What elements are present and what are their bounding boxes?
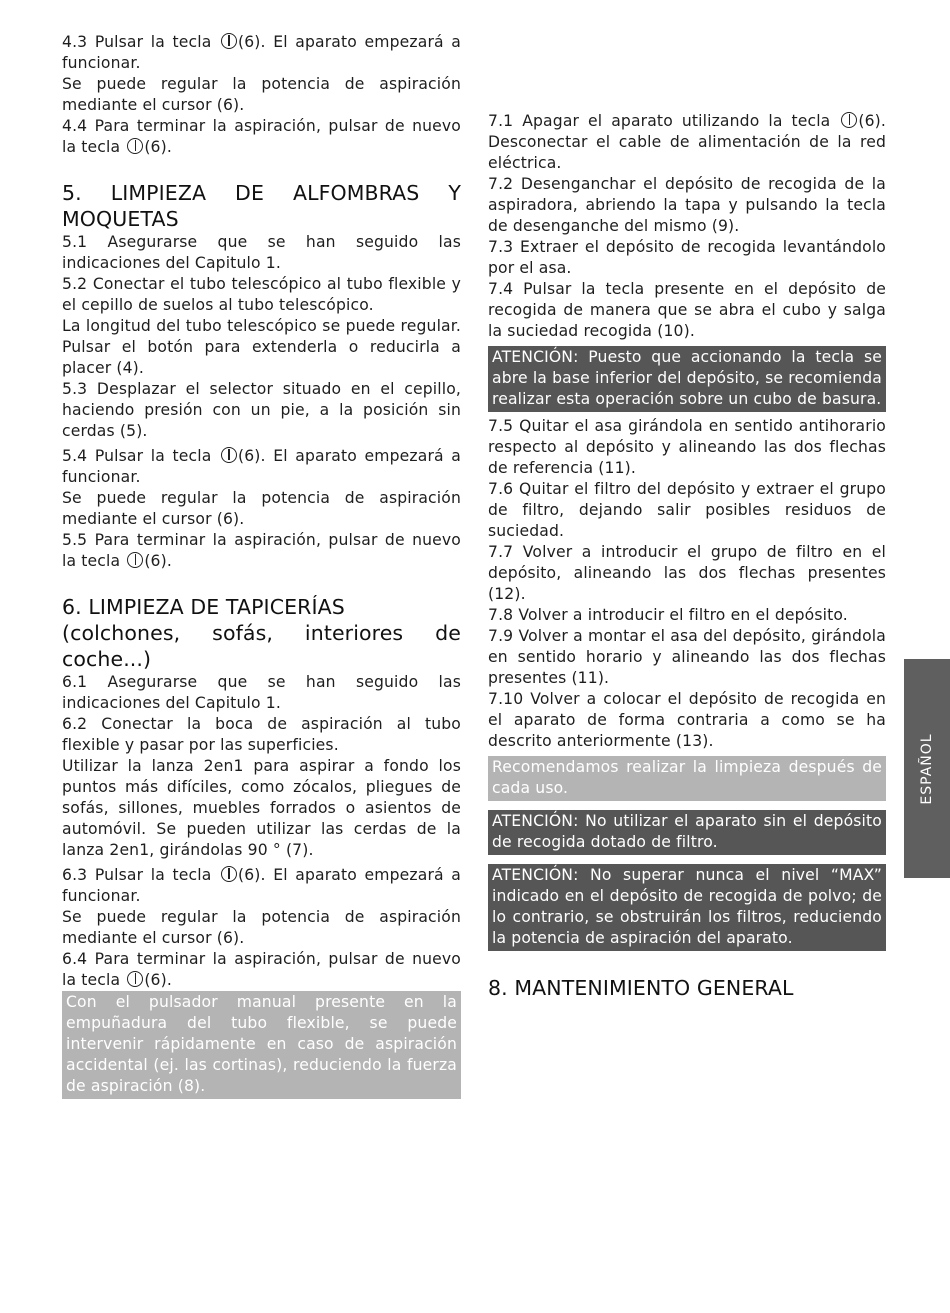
step-7-5: 7.5 Quitar el asa girándola en sentido antihorario respecto al depósito y alineando las dos flechas de referencia (11). <box>488 417 886 477</box>
step-6-2: 6.2 Conectar la boca de aspiración al tubo flexible y pasar por las superficies. <box>62 715 461 754</box>
step-7-1: 7.1 Apagar el aparato utilizando la tecla (6). Desconectar el cable de alimentación de la red eléctrica. <box>488 112 886 172</box>
step-7-8: 7.8 Volver a introducir el filtro en el depósito. <box>488 606 848 624</box>
step-7-4: 7.4 Pulsar la tecla presente en el depósito de recogida de manera que se abra el cubo y salga la suciedad recogida (10). <box>488 280 886 340</box>
step-6-2-note: Utilizar la lanza 2en1 para aspirar a fondo los puntos más difíciles, como zócalos, pliegues de sofás, sillones, muebles forrados o asientos de automóvil. Se pueden utilizar las cerdas de la lanza 2en1, girándolas 90 ° (7). <box>62 757 461 859</box>
step-5-2: 5.2 Conectar el tubo telescópico al tubo flexible y el cepillo de suelos al tubo telescópico. <box>62 275 461 314</box>
power-button-icon <box>221 866 237 882</box>
step-5-3: 5.3 Desplazar el selector situado en el cepillo, haciendo presión con un pie, a la posición sin cerdas (5). <box>62 380 461 440</box>
note-box-7: Recomendamos realizar la limpieza después de cada uso. <box>488 756 886 801</box>
warning-box-2: ATENCIÓN: No utilizar el aparato sin el depósito de recogida dotado de filtro. <box>488 810 886 855</box>
step-7-7: 7.7 Volver a introducir el grupo de filtro en el depósito, alineando las dos flechas presentes (12). <box>488 543 886 603</box>
step-7-10: 7.10 Volver a colocar el depósito de recogida en el aparato de forma contraria a como se ha descrito anteriormente (13). <box>488 690 886 750</box>
step-5-4: 5.4 Pulsar la tecla (6). El aparato empezará a funcionar. <box>62 447 461 486</box>
step-5-2-note: La longitud del tubo telescópico se puede regular. Pulsar el botón para extenderla o reducirla a placer (4). <box>62 317 461 377</box>
power-button-icon <box>841 112 857 128</box>
right-column <box>488 111 886 1001</box>
power-button-icon <box>221 447 237 463</box>
step-7-2: 7.2 Desenganchar el depósito de recogida de la aspiradora, abriendo la tapa y pulsando la tecla de desenganche del mismo (9). <box>488 175 886 235</box>
power-button-icon <box>127 138 143 154</box>
step-7-9: 7.9 Volver a montar el asa del depósito, girándola en sentido horario y alineando las dos flechas presentes (11). <box>488 627 886 687</box>
step-5-4-note: Se puede regular la potencia de aspiración mediante el cursor (6). <box>62 489 461 528</box>
section-6-heading: 6. LIMPIEZA DE TAPICERÍAS <box>62 595 345 619</box>
step-6-1: 6.1 Asegurarse que se han seguido las indicaciones del Capitulo 1. <box>62 673 461 712</box>
section-6-subheading: (colchones, sofás, interiores de coche...) <box>62 621 461 671</box>
step-4-3: 4.3 Pulsar la tecla (6). El aparato empezará a funcionar. <box>62 33 461 72</box>
step-6-3-note: Se puede regular la potencia de aspiración mediante el cursor (6). <box>62 908 461 947</box>
step-4-4: 4.4 Para terminar la aspiración, pulsar de nuevo la tecla (6). <box>62 117 461 156</box>
section-8-heading: 8. MANTENIMIENTO GENERAL <box>488 976 794 1000</box>
step-7-6: 7.6 Quitar el filtro del depósito y extraer el grupo de filtro, dejando salir posibles residuos de suciedad. <box>488 480 886 540</box>
left-column <box>62 32 461 1099</box>
step-6-4: 6.4 Para terminar la aspiración, pulsar de nuevo la tecla (6). <box>62 950 461 989</box>
step-5-5: 5.5 Para terminar la aspiración, pulsar de nuevo la tecla (6). <box>62 531 461 570</box>
power-button-icon <box>127 971 143 987</box>
step-5-1: 5.1 Asegurarse que se han seguido las indicaciones del Capitulo 1. <box>62 233 461 272</box>
note-box-6: Con el pulsador manual presente en la empuñadura del tubo flexible, se puede intervenir rápidamente en caso de aspiración accidental (ej. las cortinas), reduciendo la fuerza de aspiración (8). <box>62 991 461 1099</box>
section-5-heading: 5. LIMPIEZA DE ALFOMBRAS Y MOQUETAS <box>62 181 461 231</box>
power-button-icon <box>127 552 143 568</box>
step-7-3: 7.3 Extraer el depósito de recogida levantándolo por el asa. <box>488 238 886 277</box>
power-button-icon <box>221 33 237 49</box>
step-6-3: 6.3 Pulsar la tecla (6). El aparato empezará a funcionar. <box>62 866 461 905</box>
language-tab <box>904 659 950 878</box>
language-tab-label: ESPAÑOL <box>919 732 935 805</box>
warning-box-1: ATENCIÓN: Puesto que accionando la tecla se abre la base inferior del depósito, se recomienda realizar esta operación sobre un cubo de basura. <box>488 346 886 412</box>
step-4-3-note: Se puede regular la potencia de aspiración mediante el cursor (6). <box>62 75 461 114</box>
warning-box-3: ATENCIÓN: No superar nunca el nivel “MAX” indicado en el depósito de recogida de polvo; de lo contrario, se obstruirán los filtros, reduciendo la potencia de aspiración del aparato. <box>488 864 886 951</box>
